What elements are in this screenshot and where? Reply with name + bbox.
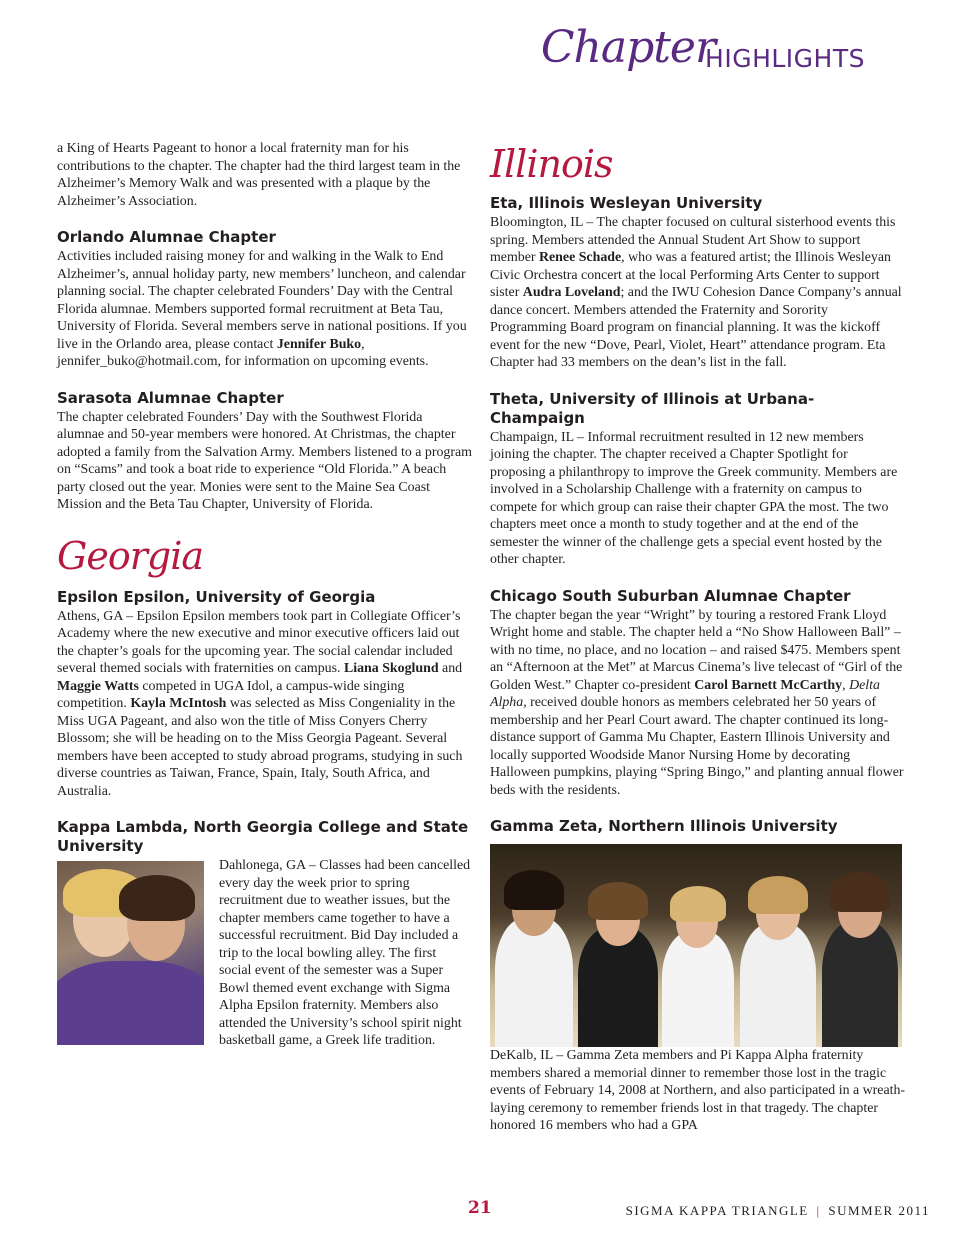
- illinois-heading: Illinois: [490, 142, 613, 186]
- kappa-lambda-photo: [57, 861, 204, 1045]
- footer-separator: |: [816, 1203, 821, 1218]
- epsilon-section: [57, 588, 472, 801]
- right-column: [490, 140, 906, 1153]
- kappa-section: [57, 818, 472, 1057]
- page-number: 21: [468, 1198, 492, 1218]
- magazine-issue: [626, 1203, 930, 1219]
- chicago-text: The chapter began the year “Wright” by touring a restored Frank Lloyd Wright home and stable. The chapter held a “No Show Halloween Ball” – with no time, no place, and no location – and raised $475. Members spent an “Afternoon at the Met” at Marcus Cinema’s live telecast of “Girl of the Golden West.” Chapter co-president Carol Barnett McCarthy, Delta Alpha, received double honors as members celebrated her 50 years of membership and her Pearl Court award. The chapter continued its long-distance support of Gamma Mu Chapter, Eastern Illinois University and locally supported Woodside Manor Nursing Home by decorating Halloween pumpkins, playing “Spring Bingo,” and planting annual flower beds with the residents.: [490, 607, 904, 798]
- orlando-title: Orlando Alumnae Chapter: [57, 228, 276, 246]
- theta-text: Champaign, IL – Informal recruitment resulted in 12 new members joining the chapter. The chapter received a Chapter Spotlight for proposing a philanthropy to improve the Greek community. Members are involved in a Scholarship Challenge with a fraternity on campus to compete for which group can raise their chapter GPA the most. The two chapters meet once a month to study together and at the end of the semester the winner of the challenge gets a special event hosted by the other chapter.: [490, 429, 898, 567]
- chicago-section: [490, 587, 906, 800]
- header-caps-title: HIGHLIGHTS: [705, 44, 865, 73]
- sarasota-section: [57, 389, 472, 514]
- magazine-title: SIGMA KAPPA TRIANGLE: [625, 1203, 809, 1218]
- kappa-title: Kappa Lambda, North Georgia College and State University: [57, 818, 469, 855]
- left-column: [57, 140, 472, 1075]
- member-name-maggie: Maggie Watts: [57, 678, 139, 694]
- intro-text: a King of Hearts Pageant to honor a local fraternity man for his contributions to the chapter. The chapter had the third largest team in the Alzheimer’s Memory Walk and was presented with a plaque by the Alzheimer’s Association.: [57, 141, 461, 209]
- gamma-zeta-photo: [490, 844, 902, 1047]
- theta-section: [490, 390, 906, 569]
- kappa-text: Dahlonega, GA – Classes had been cancelled every day the week prior to spring recruitment due to weather issues, but the chapter members came together to have a successful recruitment. Bid Day included a trip to the local bowling alley. The first social event of the semester was a Super Bowl themed event exchange with Sigma Alpha Epsilon fraternity. Members also attended the University’s school spirit night basketball game, a Greek life tradition.: [219, 858, 471, 1048]
- gamma-caption: DeKalb, IL – Gamma Zeta members and Pi Kappa Alpha fraternity members shared a memorial dinner to remember those lost in the tragic events of February 14, 2008 at Northern, and also participated in a wreath-laying ceremony to remember friends lost in that tragedy. The chapter honored 16 members who had a GPA: [490, 1048, 906, 1133]
- sarasota-text: The chapter celebrated Founders’ Day with the Southwest Florida alumnae and 50-year members were honored. At Christmas, the chapter adopted a family from the Salvation Army. Members listened to a program on “Scams” and took a boat ride to experience “Old Florida.” A beach party closed out the year. Monies were sent to the Maine Sea Coast Mission and the Beta Tau Chapter, University of Florida.: [57, 409, 472, 512]
- kappa-text-block: [219, 857, 472, 1050]
- issue-label: SUMMER 2011: [828, 1203, 930, 1218]
- orlando-text: Activities included raising money for and walking in the Walk to End Alzheimer’s, annual holiday party, new members’ luncheon, and calendar planning social. The chapter celebrated Founders’ Day with the Central Florida alumnae. Members supported formal recruitment at Beta Tau, University of Florida. Several members serve in national positions. If you live in the Orlando area, please contact Jennifer Buko, jennifer_buko@hotmail.com, for information on upcoming events.: [57, 249, 467, 369]
- kappa-content: [57, 857, 472, 1057]
- sarasota-title: Sarasota Alumnae Chapter: [57, 388, 284, 407]
- member-name-kayla: Kayla McIntosh: [130, 696, 227, 711]
- page-footer: [0, 1198, 960, 1222]
- gamma-title: Gamma Zeta, Northern Illinois University: [490, 817, 838, 835]
- epsilon-text: Athens, GA – Epsilon Epsilon members took part in Collegiate Officer’s Academy where the new executive and minor executive officers laid out the chapter’s goals for the upcoming year. The social calendar included several themed socials with fraternities on campus. Liana Skoglund and Maggie Watts competed in UGA Idol, a campus-wide singing competition. Kayla McIntosh was selected as Miss Congeniality in the Miss UGA Pageant, and also won the title of Miss Conyers Cherry Blossom; she will be heading on to the Miss Georgia Pageant. Several members have been accepted to study abroad programs, studying in such diverse countries as Taiwan, France, Spain, Italy, South Africa, and Australia.: [57, 608, 463, 799]
- orlando-contact-name: Jennifer Buko: [276, 336, 362, 352]
- chicago-title: Chicago South Suburban Alumnae Chapter: [490, 586, 851, 605]
- member-name-audra: Audra Loveland: [522, 285, 621, 300]
- header-script-title: Chapter: [540, 22, 715, 73]
- member-name-liana: Liana Skoglund: [343, 661, 439, 676]
- theta-title: Theta, University of Illinois at Urbana-Champaign: [490, 389, 815, 427]
- georgia-heading: Georgia: [57, 533, 204, 578]
- epsilon-title: Epsilon Epsilon, University of Georgia: [57, 587, 376, 606]
- member-affiliation: Delta Alpha: [490, 677, 880, 710]
- gamma-section: [490, 817, 906, 1135]
- member-name-renee: Renee Schade: [538, 250, 622, 265]
- member-name-carol: Carol Barnett McCarthy: [694, 677, 843, 693]
- orlando-section: [57, 228, 472, 371]
- eta-title: Eta, Illinois Wesleyan University: [490, 194, 763, 212]
- intro-section: [57, 140, 472, 210]
- eta-text: Bloomington, IL – The chapter focused on cultural sisterhood events this spring. Members attended the Annual Student Art Show to support member Renee Schade, who was a featured artist; the Illinois Wesleyan Civic Orchestra concert at the local Performing Arts Center to support sister Audra Loveland; and the IWU Cohesion Dance Company’s annual dance concert. Members attended the Fraternity and Sorority Programming Board program on financial planning. It was the kickoff event for the new “Dove, Pearl, Violet, Heart” attendance program. Eta Chapter had 33 members on the dean’s list in the fall.: [490, 215, 902, 370]
- eta-section: [490, 194, 906, 372]
